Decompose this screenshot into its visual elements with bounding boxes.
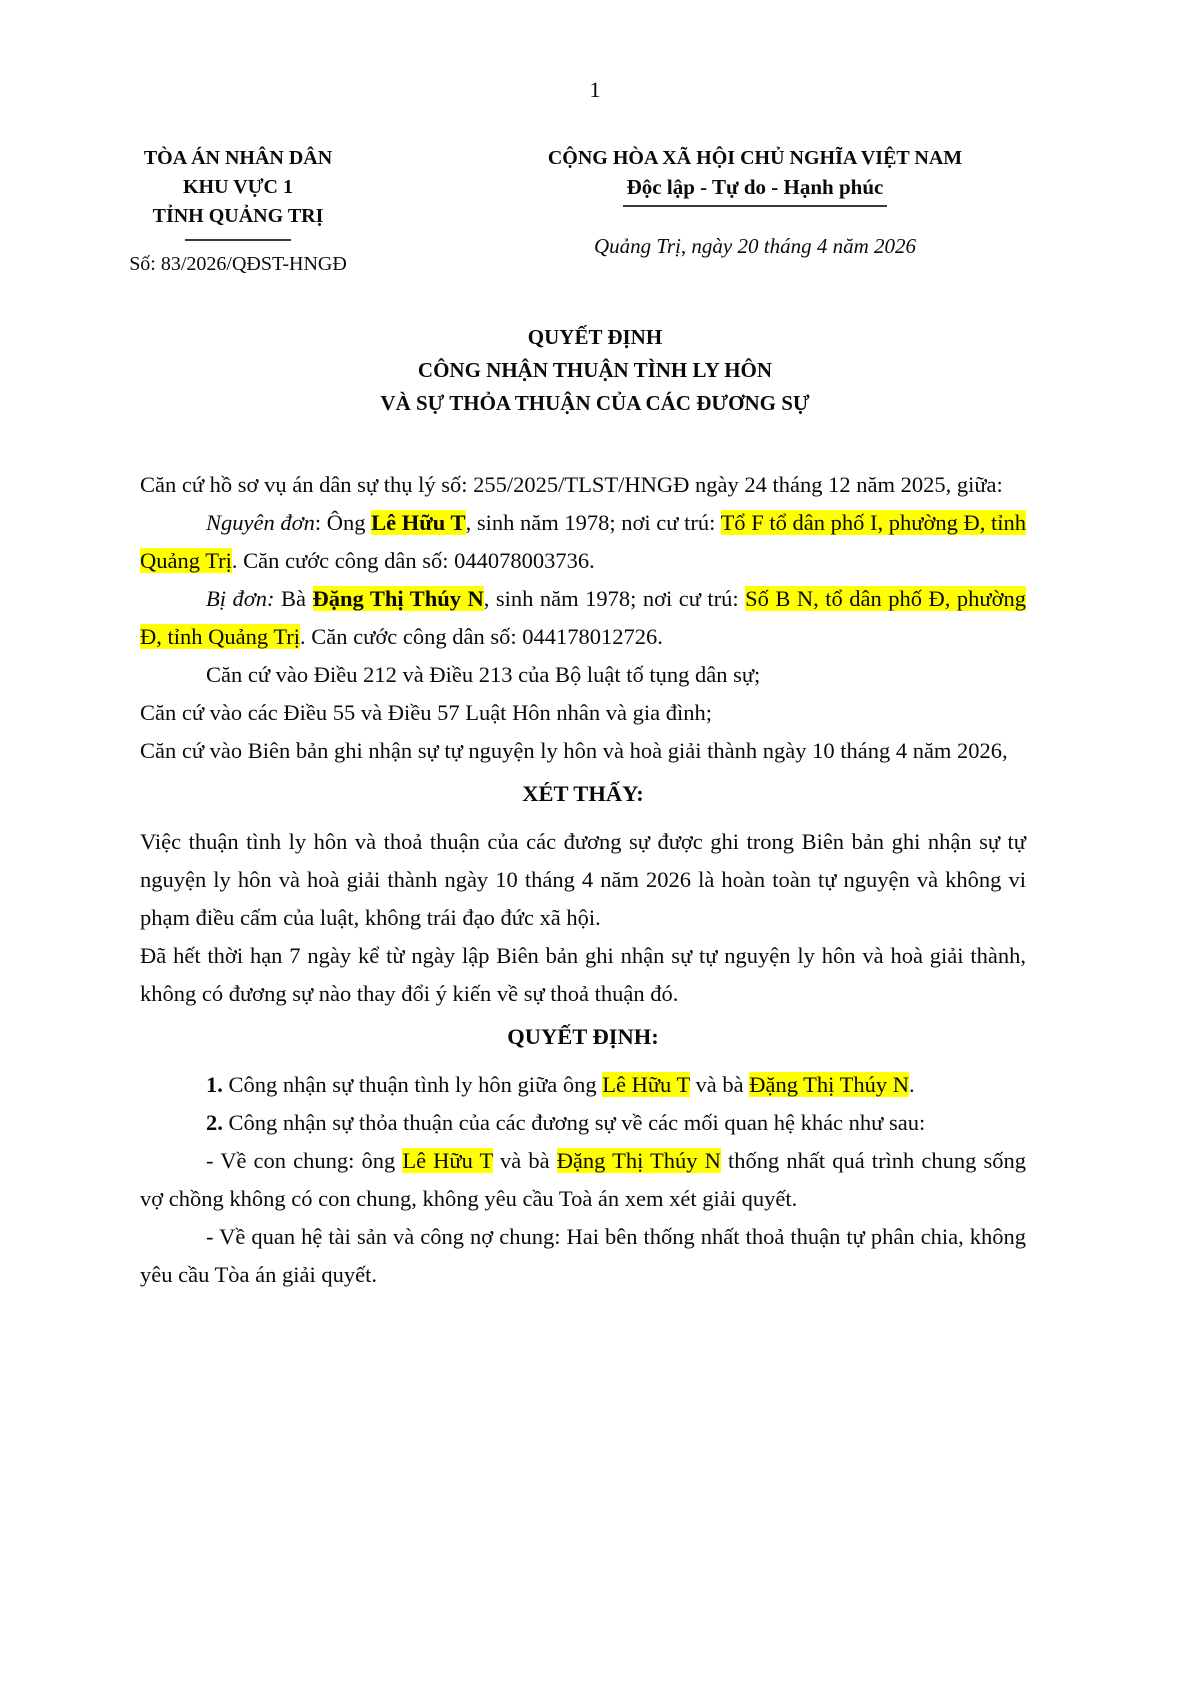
children-defendant-highlight: Đặng Thị Thúy N: [556, 1148, 721, 1173]
title-line1: QUYẾT ĐỊNH: [527, 325, 663, 349]
decision-item-2: [140, 1104, 1026, 1142]
defendant-label: Bị đơn:: [206, 586, 275, 611]
legal-basis-paragraph-3: Căn cứ vào Biên bản ghi nhận sự tự nguyện ly hôn và hoà giải thành ngày 10 tháng 4 năm 2026,: [140, 738, 1008, 763]
consideration-paragraph-2: Đã hết thời hạn 7 ngày kể từ ngày lập Biên bản ghi nhận sự tự nguyện ly hôn và hoà giải thành, không có đương sự nào thay đổi ý kiến về sự thoả thuận đó.: [140, 943, 1026, 1006]
decision-1-text-c: .: [909, 1072, 915, 1097]
children-agreement-paragraph: [140, 1142, 1026, 1218]
plaintiff-paragraph: [140, 504, 1026, 580]
children-text-a: - Về con chung: ông: [206, 1148, 403, 1173]
national-motto-wrap: [470, 174, 1040, 207]
decision-1-number: 1.: [206, 1072, 223, 1097]
page-number: 1: [589, 77, 601, 102]
decision-1-text-b: và bà: [689, 1072, 750, 1097]
decision-item-1: [140, 1066, 1026, 1104]
decision-1-text-a: Công nhận sự thuận tình ly hôn giữa ông: [222, 1072, 603, 1097]
consideration-paragraph-1: Việc thuận tình ly hôn và thoả thuận của các đương sự được ghi trong Biên bản ghi nhận sự tự nguyện ly hôn và hoà giải thành ngày 10 tháng 4 năm 2026 là hoàn toàn tự nguyện và không vi phạm điều cấm của luật, không trái đạo đức xã hội.: [140, 829, 1026, 930]
plaintiff-name-highlight: Lê Hữu T: [371, 510, 466, 535]
children-plaintiff-highlight: Lê Hữu T: [402, 1148, 493, 1173]
national-header-block: [470, 144, 1040, 259]
court-name-line2: KHU VỰC 1: [183, 176, 293, 198]
place-and-date: Quảng Trị, ngày 20 tháng 4 năm 2026: [593, 234, 916, 258]
defendant-name-highlight: Đặng Thị Thúy N: [312, 586, 484, 611]
property-agreement-paragraph: - Về quan hệ tài sản và công nợ chung: Hai bên thống nhất thoả thuận tự phân chia, không yêu cầu Tòa án giải quyết.: [140, 1224, 1026, 1287]
court-header-divider: [185, 239, 291, 241]
title-line2: CÔNG NHẬN THUẬN TÌNH LY HÔN: [417, 358, 773, 382]
legal-basis-paragraph-2: Căn cứ vào các Điều 55 và Điều 57 Luật Hôn nhân và gia đình;: [140, 700, 713, 725]
children-text-c: thống nhất quá trình chung sống vợ chồng không có con chung, không yêu cầu Toà án xem xét giải quyết.: [140, 1148, 1027, 1211]
court-name-line1: TÒA ÁN NHÂN DÂN: [143, 147, 333, 169]
legal-basis-paragraph-1: Căn cứ vào Điều 212 và Điều 213 của Bộ luật tố tụng dân sự;: [206, 662, 761, 687]
defendant-address-highlight: Số B N, tổ dân phố Đ, phường Đ, tỉnh Quảng Trị: [140, 586, 1026, 649]
plaintiff-intro: : Ông: [314, 510, 372, 535]
court-header-block: [78, 144, 398, 277]
title-line3: VÀ SỰ THỎA THUẬN CỦA CÁC ĐƯƠNG SỰ: [380, 391, 810, 415]
consideration-heading: XÉT THẤY:: [522, 781, 644, 806]
decision-2-number: 2.: [206, 1110, 223, 1135]
defendant-birth-residence: , sinh năm 1978; nơi cư trú:: [483, 586, 746, 611]
document-header: [78, 144, 1040, 277]
document-body: [140, 466, 1026, 1294]
decision-1-defendant-highlight: Đặng Thị Thúy N: [749, 1072, 910, 1097]
defendant-id-number: . Căn cước công dân số: 044178012726.: [300, 624, 663, 649]
case-reference-paragraph: Căn cứ hồ sơ vụ án dân sự thụ lý số: 255/2025/TLST/HNGĐ ngày 24 tháng 12 năm 2025, giữa:: [140, 472, 1003, 497]
plaintiff-label: Nguyên đơn: [206, 510, 315, 535]
decision-1-plaintiff-highlight: Lê Hữu T: [602, 1072, 690, 1097]
decision-heading: QUYẾT ĐỊNH:: [507, 1024, 659, 1049]
plaintiff-birth-residence: , sinh năm 1978; nơi cư trú:: [465, 510, 721, 535]
plaintiff-address-highlight: Tổ F tổ dân phố I, phường Đ, tỉnh Quảng Trị: [140, 510, 1026, 573]
national-motto: Độc lập - Tự do - Hạnh phúc: [623, 174, 888, 207]
children-text-b: và bà: [492, 1148, 557, 1173]
defendant-intro: Bà: [274, 586, 313, 611]
defendant-paragraph: [140, 580, 1026, 656]
country-name: CỘNG HÒA XÃ HỘI CHỦ NGHĨA VIỆT NAM: [547, 147, 963, 169]
plaintiff-id-number: . Căn cước công dân số: 044078003736.: [231, 548, 595, 573]
decision-2-text: Công nhận sự thỏa thuận của các đương sự về các mối quan hệ khác như sau:: [222, 1110, 926, 1135]
document-number: Số: 83/2026/QĐST-HNGĐ: [129, 253, 347, 275]
document-title: [0, 321, 1190, 420]
court-name-line3: TỈNH QUẢNG TRỊ: [152, 205, 324, 227]
